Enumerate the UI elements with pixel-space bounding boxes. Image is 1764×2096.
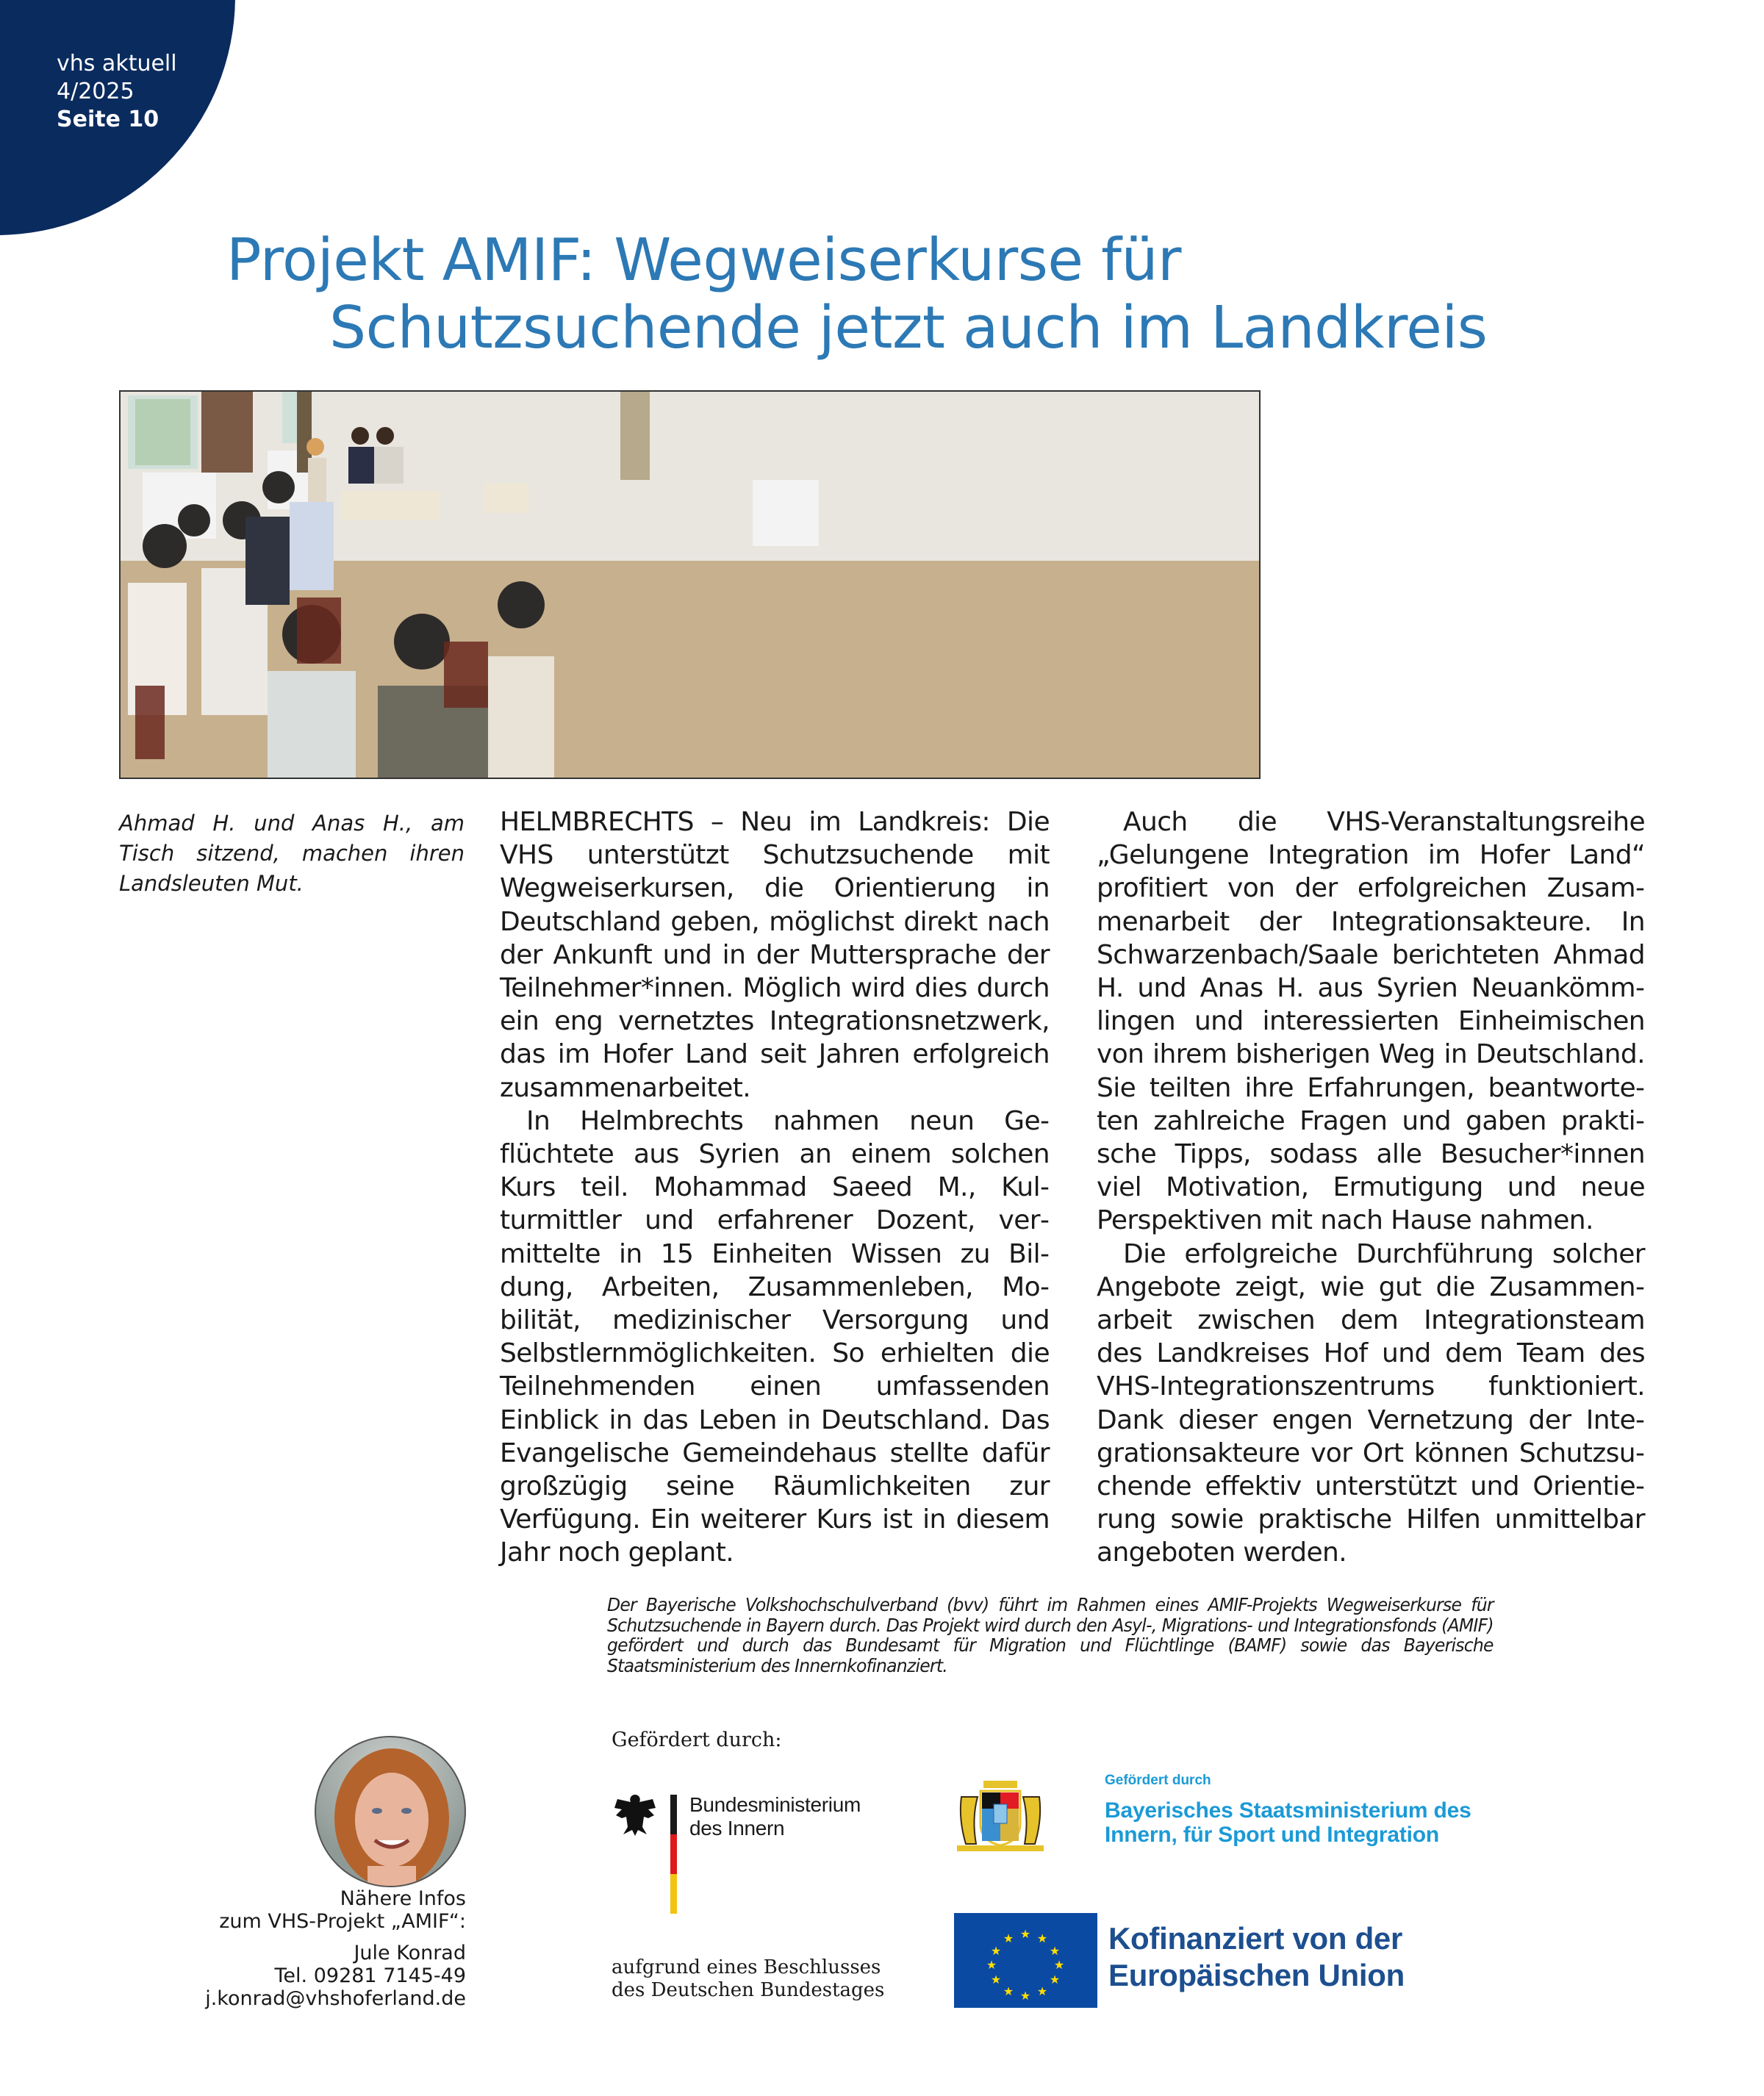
contact-phone[interactable]: Tel. 09281 7145-49 <box>274 1964 466 1987</box>
meeting-photo-illustration <box>121 392 1261 779</box>
eu-stars-icon <box>954 1913 1097 2008</box>
svg-text:★: ★ <box>1019 1989 1031 2003</box>
contact-name: Jule Konrad <box>354 1942 466 1964</box>
flag-black <box>670 1795 677 1834</box>
article-paragraph: Auch die VHS-Veranstaltungsreihe „Gelungene Integration im Hofer Land“ profitiert von der erfolgreichen Zusammenarbeit der Integrationsakteure. In Schwarzenbach/Saale berichteten Ahmad H. und Anas H. aus Syrien Neuankömmlingen und interessierten Einheimischen von ihrem bisherigen Weg in Deutschland. Sie teilten ihre Erfahrungen, beantworteten zahlreiche Fragen und gaben praktische Tipps, sodass alle Besucher*innen viel Motivation, Ermutigung und neue Perspektiven mit nach Hause nahmen. <box>1097 807 1645 1236</box>
contact-intro-line-2: zum VHS-Projekt „AMIF“: <box>219 1910 466 1933</box>
page-title <box>226 226 1487 362</box>
article-photo <box>119 390 1261 779</box>
svg-text:★: ★ <box>1049 1944 1061 1958</box>
bmi-name-line-2: des Innern <box>689 1817 785 1840</box>
article-paragraph: HELMBRECHTS – Neu im Landkreis: Die VHS unterstützt Schutzsuchende mit Wegweiserkursen, die Orientierung in Deutschland geben, möglichst direkt nach der Ankunft und in der Muttersprache der Teilnehmer*innen. Möglich wird dies durch ein eng vernetztes Integrationsnetzwerk, das im Hofer Land seit Jahren erfolgreich zusammenarbeitet. <box>500 807 1050 1103</box>
eu-cofinanced-text <box>1108 1920 1405 1994</box>
article-paragraph: In Helmbrechts nahmen neun Geflüchtete aus Syrien an einem solchen Kurs teil. Mohammad Saeed M., Kulturmittler und erfahrener Dozent, vermittelte in 15 Einheiten Wissen zu Bildung, Arbeiten, Zusammenleben, Mobilität, medizinischer Versorgung und Selbstlernmöglichkeiten. So erhielten die Teilnehmenden einen umfassenden Einblick in das Leben in Deutschland. Das Evangelische Gemeindehaus stellte dafür großzügig seine Räumlichkeiten zur Verfügung. Ein weiterer Kurs ist in diesem Jahr noch geplant. <box>500 1105 1050 1568</box>
contact-email[interactable]: j.konrad@vhshoferland.de <box>205 1987 466 2010</box>
funding-label: Gefördert durch: <box>612 1729 782 1751</box>
project-note: Der Bayerische Volkshochschulverband (bvv) führt im Rahmen eines AMIF-Projekts Wegweiserkurse für Schutzsuchende in Bayern durch. Das Projekt wird durch den Asyl-, Migrations- und Integrationsfonds (AMIF) gefördert und durch das Bundesamt für Migration und Flüchtlinge (BAMF) sowie das Bayerische Staatsministerium des Innernkofinanziert. <box>607 1594 1494 1676</box>
contact-intro-line-1: Nähere Infos <box>340 1887 466 1910</box>
publication-name: vhs aktuell <box>57 51 177 76</box>
flag-gold <box>670 1874 677 1914</box>
bmi-footer-line-1: aufgrund eines Beschlusses <box>612 1956 881 1978</box>
german-flag-bar <box>670 1795 677 1914</box>
bavaria-funded-label: Gefördert durch <box>1105 1773 1211 1788</box>
title-line-2: Schutzsuchende jetzt auch im Landkreis <box>329 294 1488 362</box>
svg-text:★: ★ <box>1053 1958 1065 1972</box>
bmi-footer <box>612 1956 884 2002</box>
eu-flag-icon <box>954 1913 1097 2008</box>
svg-text:★: ★ <box>1019 1927 1031 1941</box>
article-paragraph: Die erfolgreiche Durchführung solcher Angebote zeigt, wie gut die Zusammenarbeit zwischen dem Integrationsteam des Landkreises Hof und dem Team des VHS-Integrationszentrums funktioniert. Dank dieser engen Vernetzung der Integrationsakteure vor Ort können Schutzsuchende effektiv unterstützt und Orientierung sowie praktische Hilfen unmittelbar angeboten werden. <box>1097 1238 1645 1568</box>
eu-line-1: Kofinanziert von der <box>1108 1921 1403 1956</box>
portrait-illustration <box>316 1737 466 1887</box>
contact-avatar <box>315 1736 466 1887</box>
svg-text:★: ★ <box>990 1973 1002 1986</box>
article-column-1 <box>500 805 1050 1570</box>
bmi-name-line-1: Bundesministerium <box>689 1793 861 1816</box>
article-column-2 <box>1097 805 1645 1570</box>
svg-text:★: ★ <box>986 1958 997 1972</box>
issue-number: 4/2025 <box>57 79 135 104</box>
svg-text:★: ★ <box>990 1944 1002 1958</box>
photo-caption: Ahmad H. und Anas H., am Tisch sitzend, machen ihren Landsleuten Mut. <box>119 811 465 896</box>
bmi-name <box>689 1793 861 1840</box>
svg-text:★: ★ <box>1036 1931 1048 1945</box>
bavaria-ministry-name <box>1105 1798 1471 1847</box>
bavaria-line-2: Innern, für Sport und Integration <box>1105 1823 1440 1847</box>
svg-text:★: ★ <box>1003 1984 1014 1998</box>
federal-eagle-icon <box>612 1792 659 1837</box>
title-line-1: Projekt AMIF: Wegweiserkurse für <box>226 226 1181 294</box>
svg-text:★: ★ <box>1036 1984 1048 1998</box>
svg-text:★: ★ <box>1049 1973 1061 1986</box>
issue-info <box>57 50 177 134</box>
eu-line-2: Europäischen Union <box>1108 1958 1405 1992</box>
bavarian-coat-of-arms-icon <box>956 1775 1045 1853</box>
page-number: Seite 10 <box>57 107 159 132</box>
svg-text:★: ★ <box>1003 1931 1014 1945</box>
contact-info <box>205 1887 466 2010</box>
flag-red <box>670 1834 677 1874</box>
bavaria-line-1: Bayerisches Staatsministerium des <box>1105 1798 1471 1823</box>
bmi-footer-line-2: des Deutschen Bundestages <box>612 1979 885 2001</box>
